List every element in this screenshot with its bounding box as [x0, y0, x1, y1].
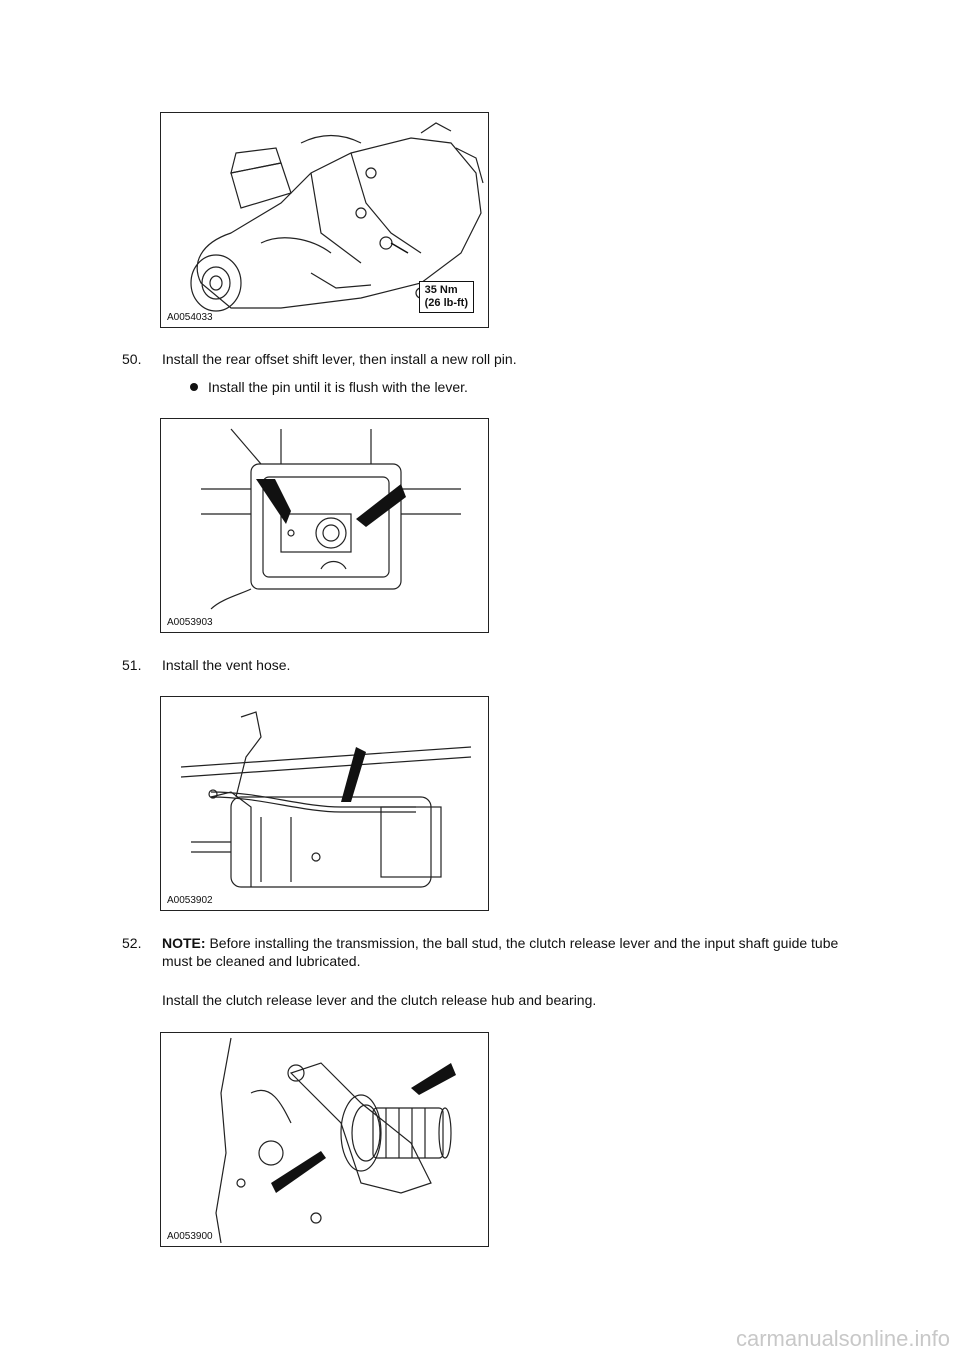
step-52: [122, 934, 842, 970]
step-52-instruction: [122, 991, 842, 1009]
step-text: Install the rear offset shift lever, then install a new roll pin.: [162, 351, 517, 367]
step-51: [122, 656, 842, 674]
step-50-bullet: [190, 378, 468, 396]
clutch-release-illustration: [161, 1033, 488, 1246]
figure-id: A0053900: [167, 1231, 213, 1242]
note-label: NOTE:: [162, 935, 206, 951]
step-text: Install the vent hose.: [162, 657, 291, 673]
shift-lever-illustration: [161, 419, 488, 632]
figure-id: A0053902: [167, 895, 213, 906]
figure-id: A0053903: [167, 617, 213, 628]
figure-vent-hose: [160, 696, 489, 911]
figure-shift-lever: [160, 418, 489, 633]
vent-hose-illustration: [161, 697, 488, 910]
step-text: Install the clutch release lever and the clutch release hub and bearing.: [162, 992, 597, 1008]
step-note: [162, 934, 842, 970]
watermark: carmanualsonline.info: [735, 1326, 950, 1351]
note-text: Before installing the transmission, the ball stud, the clutch release lever and the input shaft guide tube must be cleaned and lubricated.: [162, 935, 839, 969]
figure-id: A0054033: [167, 312, 213, 323]
step-number: 51.: [122, 657, 142, 673]
figure-transmission-extension: [160, 112, 489, 328]
figure-clutch-release: [160, 1032, 489, 1247]
step-number: 50.: [122, 351, 142, 367]
bullet-icon: [190, 383, 198, 391]
step-number: 52.: [122, 935, 142, 951]
torque-nm: 35 Nm: [424, 284, 458, 296]
step-50: [122, 350, 842, 368]
torque-callout: [419, 281, 474, 313]
bullet-text: Install the pin until it is flush with the lever.: [208, 379, 468, 395]
torque-lbft: (26 lb-ft): [424, 297, 468, 309]
